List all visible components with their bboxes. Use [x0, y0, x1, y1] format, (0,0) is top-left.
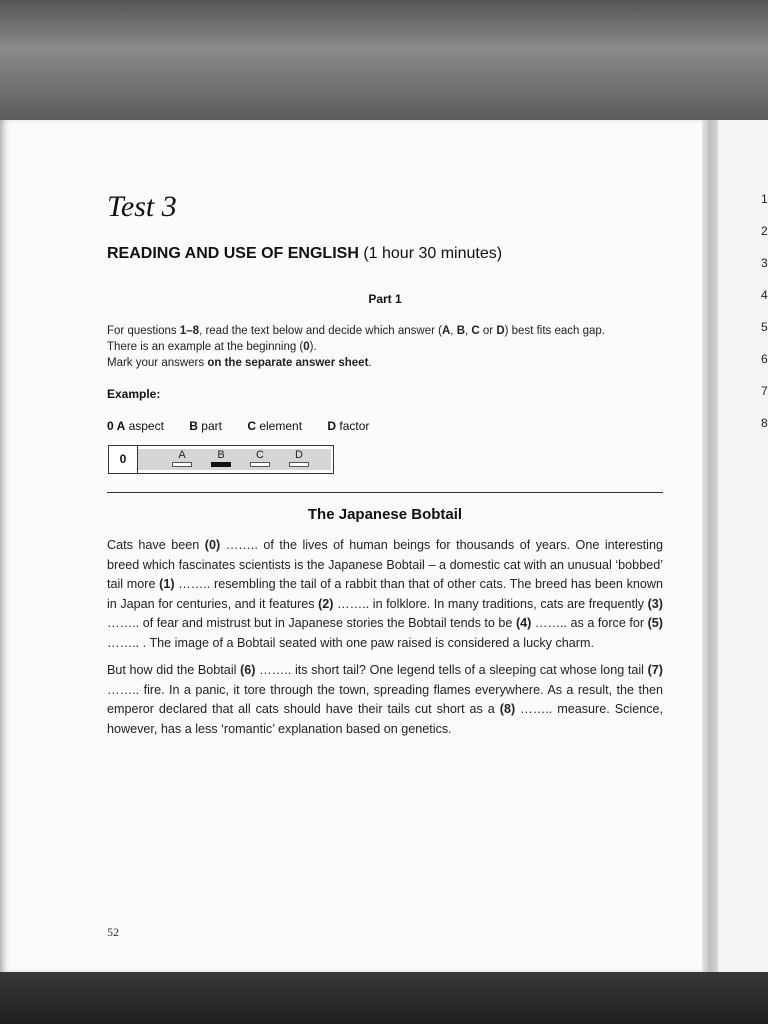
instr-letter: D [496, 325, 505, 337]
passage-segment: …….. resembling the tail of a rabbit than that of other cats. The breed has been known in Japan for centuries, and it features [107, 577, 663, 611]
passage-segment: …….. in folklore. In many traditions, cats are frequently [333, 596, 648, 611]
answer-bubble-a [171, 449, 193, 467]
option-text: factor [339, 419, 370, 433]
next-page-number: 7 [761, 384, 768, 398]
instr-text: Mark your answers [107, 357, 208, 369]
instructions [107, 323, 677, 371]
next-page-number: 6 [761, 352, 768, 366]
instr-letter: C [471, 325, 480, 337]
instr-text: , [450, 325, 457, 337]
answer-bubble-b [210, 449, 232, 467]
instr-text: , read the text below and decide which answer ( [199, 325, 442, 337]
option-letter: B [189, 419, 198, 433]
gap-number: (6) [240, 663, 256, 677]
instr-text: , [465, 325, 472, 337]
gap-number: (3) [647, 596, 664, 611]
passage-segment: …….. its short tail? One legend tells of a sleeping cat whose long tail [255, 663, 648, 677]
passage-paragraph-1 [107, 536, 663, 653]
next-page-number: 8 [761, 416, 768, 430]
gap-number: (5) [647, 616, 663, 630]
gap-number: (0) [204, 538, 221, 552]
instr-answer-sheet: on the separate answer sheet [207, 357, 369, 369]
gap-number: (8) [499, 702, 516, 716]
instr-range: 1–8 [179, 325, 200, 337]
answer-bubble-d [288, 449, 310, 467]
example-option [327, 419, 369, 433]
passage-segment: Cats have been [107, 538, 205, 552]
book-gutter [702, 120, 718, 972]
example-option [189, 419, 222, 433]
passage-title: The Japanese Bobtail [307, 506, 463, 523]
option-text: aspect [128, 419, 164, 433]
bubble-letter: B [217, 449, 225, 461]
passage-segment: …….. of fear and mistrust but in Japanese stories the Bobtail tends to be [107, 616, 516, 630]
gap-number: (2) [318, 596, 334, 611]
section-title [107, 245, 502, 263]
bubble-mark [250, 462, 270, 467]
passage-text [107, 536, 663, 747]
next-page-number: 1 [761, 192, 768, 206]
example-option [247, 419, 302, 433]
next-page-number: 2 [761, 224, 768, 238]
instr-text: or [479, 325, 497, 337]
option-letter: D [327, 419, 337, 433]
instr-text: There is an example at the beginning ( [107, 341, 304, 353]
passage-segment: …….. . The image of a Bobtail seated with one paw raised is considered a lucky charm. [107, 635, 594, 650]
scan-background-top [0, 0, 768, 122]
gap-number: (7) [647, 663, 663, 677]
next-page-number: 3 [761, 256, 768, 270]
bubble-mark [289, 462, 309, 467]
bubble-letter: C [256, 449, 264, 461]
example-option [107, 419, 164, 433]
section-duration: (1 hour 30 minutes) [363, 245, 503, 262]
passage-segment: …….. as a force for [531, 616, 648, 630]
scan-background-bottom [0, 968, 768, 1024]
bubble-letter: D [295, 449, 303, 461]
instr-example-num: 0 [303, 341, 310, 353]
option-letter: 0 A [107, 419, 126, 433]
instr-letter: A [441, 325, 451, 337]
bubble-letter: A [178, 449, 186, 461]
bubble-mark [172, 462, 192, 467]
next-page-number: 4 [761, 288, 768, 302]
gap-number: (1) [159, 577, 175, 591]
option-text: part [201, 419, 222, 433]
section-divider [107, 492, 663, 493]
instr-text: For questions [107, 325, 180, 337]
option-text: element [259, 419, 303, 433]
next-page-edge [718, 120, 768, 972]
example-answer-grid [108, 445, 334, 474]
answer-grid-shade [138, 449, 331, 470]
passage-segment: …….. fire. In a panic, it tore through the town, spreading flames everywhere. As a result, the then emperor declared that all cats should have their tails cut short as a [107, 682, 663, 716]
example-label: Example: [107, 387, 161, 401]
page-number: 52 [107, 925, 119, 939]
option-letter: C [247, 419, 256, 433]
next-page-number: 5 [761, 320, 768, 334]
passage-paragraph-2 [107, 661, 663, 739]
answer-bubble-c [249, 449, 271, 467]
example-options [107, 419, 391, 433]
answer-grid-number: 0 [109, 446, 138, 473]
passage-segment: …….. of the lives of human beings for thousands of years. One interesting breed which fascinates scientists is the Japanese Bobtail – a domestic cat with an unusual ‘bobbed’ tail more [107, 538, 663, 591]
passage-segment: But how did the Bobtail [107, 663, 241, 677]
gap-number: (4) [515, 616, 532, 630]
part-label: Part 1 [368, 292, 402, 306]
instr-letter: B [456, 325, 465, 337]
instr-text: ) best fits each gap. [504, 325, 606, 337]
instr-text: . [368, 357, 372, 369]
test-title: Test 3 [107, 190, 177, 223]
instr-text: ). [309, 341, 317, 353]
section-title-main: READING AND USE OF ENGLISH [107, 245, 359, 262]
bubble-mark-filled [211, 462, 231, 467]
passage-segment: …….. measure. Science, however, has a less ‘romantic’ explanation based on genetics. [107, 702, 664, 736]
